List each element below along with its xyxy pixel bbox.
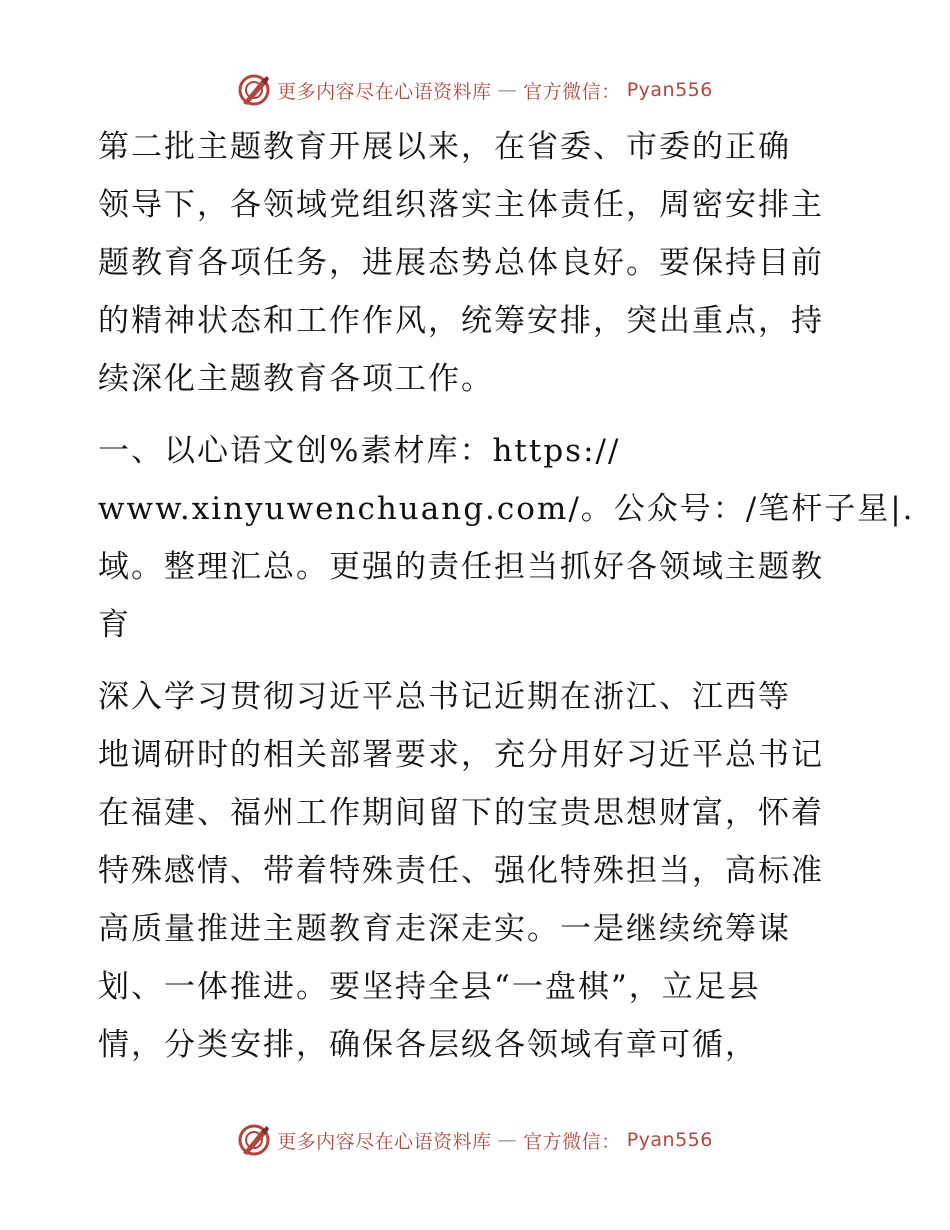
text-line: 领导下，各领域党组织落实主体责任，周密安排主 <box>98 187 824 223</box>
header-wechat-label: 官方微信： <box>523 80 621 103</box>
text-line: 情，分类安排，确保各层级各领域有章可循， <box>98 1027 758 1063</box>
header-separator: — <box>497 79 518 101</box>
header-wechat-id: Pyan556 <box>626 79 713 101</box>
text-line: 地调研时的相关部署要求，充分用好习近平总书记 <box>98 737 824 773</box>
text-line: 第二批主题教育开展以来，在省委、市委的正确 <box>98 129 791 165</box>
pen-logo-icon <box>237 1123 271 1157</box>
text-line: 特殊感情、带着特殊责任、强化特殊担当，高标准 <box>98 853 824 889</box>
text-line: 域。整理汇总。更强的责任担当抓好各领域主题教 <box>98 549 824 585</box>
text-line: 的精神状态和工作作风，统筹安排，突出重点，持 <box>98 303 824 339</box>
footer-wechat-id: Pyan556 <box>626 1129 713 1151</box>
footer-separator: — <box>497 1129 518 1151</box>
text-line: 续深化主题教育各项工作。 <box>98 361 494 397</box>
text-line: 育 <box>98 607 131 643</box>
pen-logo-icon <box>237 73 271 107</box>
header-banner <box>0 70 950 110</box>
footer-wechat-label: 官方微信： <box>523 1130 621 1153</box>
text-line: www.xinyuwenchuang.com/。公众号：/笔杆子星|. <box>98 491 915 527</box>
document-body <box>98 118 915 1074</box>
paragraph-1 <box>98 118 858 408</box>
paragraph-3 <box>98 668 858 1074</box>
text-line: 在福建、福州工作期间留下的宝贵思想财富，怀着 <box>98 795 824 831</box>
text-line: 一、以心语文创%素材库：https:// <box>98 433 621 469</box>
text-line: 深入学习贯彻习近平总书记近期在浙江、江西等 <box>98 679 791 715</box>
footer-site-name: 更多内容尽在心语资料库 <box>277 1130 492 1153</box>
footer-banner <box>0 1120 950 1160</box>
text-line: 题教育各项任务，进展态势总体良好。要保持目前 <box>98 245 824 281</box>
paragraph-2-heading <box>98 422 915 654</box>
header-site-name: 更多内容尽在心语资料库 <box>277 80 492 103</box>
text-line: 高质量推进主题教育走深走实。一是继续统筹谋 <box>98 911 791 947</box>
text-line: 划、一体推进。要坚持全县“一盘棋”，立足县 <box>98 969 761 1005</box>
